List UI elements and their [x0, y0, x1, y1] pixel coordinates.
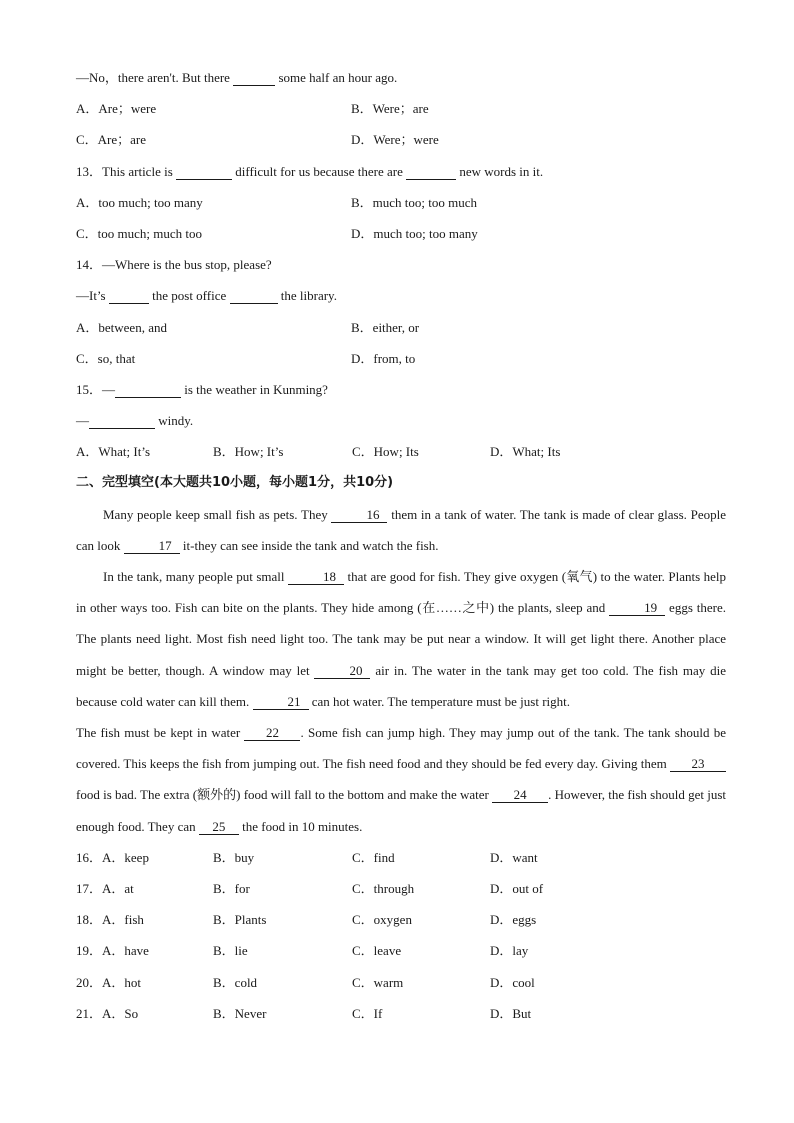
blank-21: 21 [253, 695, 309, 710]
blank-20: 20 [314, 664, 370, 679]
q15-options-row [76, 436, 726, 467]
choice-row-20 [76, 967, 726, 998]
option-b: B．How; It’s [213, 444, 284, 460]
option-b: B．Were；are [351, 101, 429, 117]
option-d: D．much too; too many [351, 225, 478, 241]
choice-row-19 [76, 935, 726, 966]
option-c: C．How; Its [352, 444, 419, 460]
passage-paragraph-1: Many people keep small fish as pets. They 16 them in a tank of water. The tank is made of clear glass. People can look 17 it-they can see inside the tank and watch the fish. [76, 506, 726, 553]
blank-24: 24 [492, 788, 548, 803]
choice-c: C．leave [352, 943, 402, 959]
blank-18: 18 [288, 570, 344, 585]
answer-blank [406, 165, 456, 180]
q13-options-row1 [76, 187, 726, 218]
choice-c: C．If [352, 1005, 383, 1021]
q14-options-row2 [76, 343, 726, 374]
blank-22: 22 [244, 726, 300, 741]
option-d: D．Were；were [351, 132, 439, 148]
option-c: C．too much; much too [76, 225, 203, 241]
choice-b: B．lie [213, 943, 248, 959]
choice-a: 17．A．at [76, 881, 134, 897]
q15-stem: 15．— is the weather in Kunming? [76, 381, 328, 397]
blank-16: 16 [331, 508, 387, 523]
choice-row-21 [76, 998, 726, 1029]
q12-answer-line: —No，there aren't. But there some half an hour ago. [76, 70, 398, 85]
q13-stem: 13．This article is difficult for us because there are new words in it. [76, 163, 544, 179]
section-heading: 二、完型填空(本大题共10小题，每小题1分，共10分) [76, 475, 394, 491]
choice-row-17 [76, 873, 726, 904]
answer-blank [176, 165, 232, 180]
passage-paragraph-3: The fish must be kept in water 22 . Some fish can jump high. They may jump out of the tank. The tank should be covered. This keeps the fish from jumping out. The fish need food and they should be fed every day. Giving them 23 food is bad. The extra (额外的) food will fall to the bottom and make the water 24 . However, the fish should get just enough food. They can 25 the food in 10 minutes. [76, 725, 726, 834]
option-a: A．between, and [76, 319, 167, 335]
q15-answer-line: — windy. [76, 413, 194, 429]
choice-d: D．eggs [490, 912, 537, 928]
option-b: B．much too; too much [351, 194, 478, 210]
q14-options-row1 [76, 312, 726, 343]
answer-blank [230, 289, 278, 304]
option-a: A．What; It’s [76, 444, 151, 460]
choice-a: 19．A．have [76, 943, 149, 959]
option-d: D．What; Its [490, 444, 561, 460]
q12-options-row2 [76, 124, 726, 155]
blank-19: 19 [609, 601, 665, 616]
q14-answer-line: —It’s the post office the library. [76, 288, 337, 304]
choice-d: D．lay [490, 943, 529, 959]
exam-page [76, 62, 726, 1029]
q12-options-row1 [76, 93, 726, 124]
choice-c: C．through [352, 881, 415, 897]
choice-row-16 [76, 842, 726, 873]
choice-d: D．But [490, 1005, 532, 1021]
q14-stem: 14．—Where is the bus stop, please? [76, 257, 272, 273]
option-d: D．from, to [351, 350, 416, 366]
blank-23: 23 [670, 757, 726, 772]
answer-blank [233, 71, 275, 86]
choice-b: B．for [213, 881, 250, 897]
choice-b: B．Plants [213, 912, 267, 928]
passage-paragraph-2: In the tank, many people put small 18 that are good for fish. They give oxygen (氧气) to the water. Plants help in other ways too. Fish can bite on the plants. They hide among (在……之中) the plants, sleep and 19 eggs there. The plants need light. Most fish need light too. The tank may be put near a window. It will get light there. Another place might be better, though. A window may let 20 air in. The water in the tank may get too cold. The fish may die because cold water can kill them. 21 can hot water. The temperature must be just right. [76, 569, 726, 709]
option-b: B．either, or [351, 319, 420, 335]
choice-d: D．out of [490, 881, 544, 897]
blank-25: 25 [199, 820, 239, 835]
blank-17: 17 [124, 539, 180, 554]
option-a: A．Are；were [76, 101, 157, 117]
option-c: C．so, that [76, 350, 136, 366]
q13-options-row2 [76, 218, 726, 249]
choice-a: 18．A．fish [76, 912, 144, 928]
answer-blank [89, 414, 155, 429]
answer-blank [115, 383, 181, 398]
option-a: A．too much; too many [76, 194, 203, 210]
option-c: C．Are；are [76, 132, 147, 148]
choice-b: B．Never [213, 1005, 267, 1021]
choice-c: C．find [352, 849, 395, 865]
choice-c: C．warm [352, 974, 404, 990]
choice-b: B．cold [213, 974, 258, 990]
choice-a: 21．A．So [76, 1005, 139, 1021]
choice-b: B．buy [213, 849, 255, 865]
answer-blank [109, 289, 149, 304]
choice-a: 20．A．hot [76, 974, 142, 990]
choice-a: 16．A．keep [76, 849, 149, 865]
choice-d: D．want [490, 849, 538, 865]
choice-d: D．cool [490, 974, 535, 990]
choice-c: C．oxygen [352, 912, 412, 928]
choice-row-18 [76, 904, 726, 935]
